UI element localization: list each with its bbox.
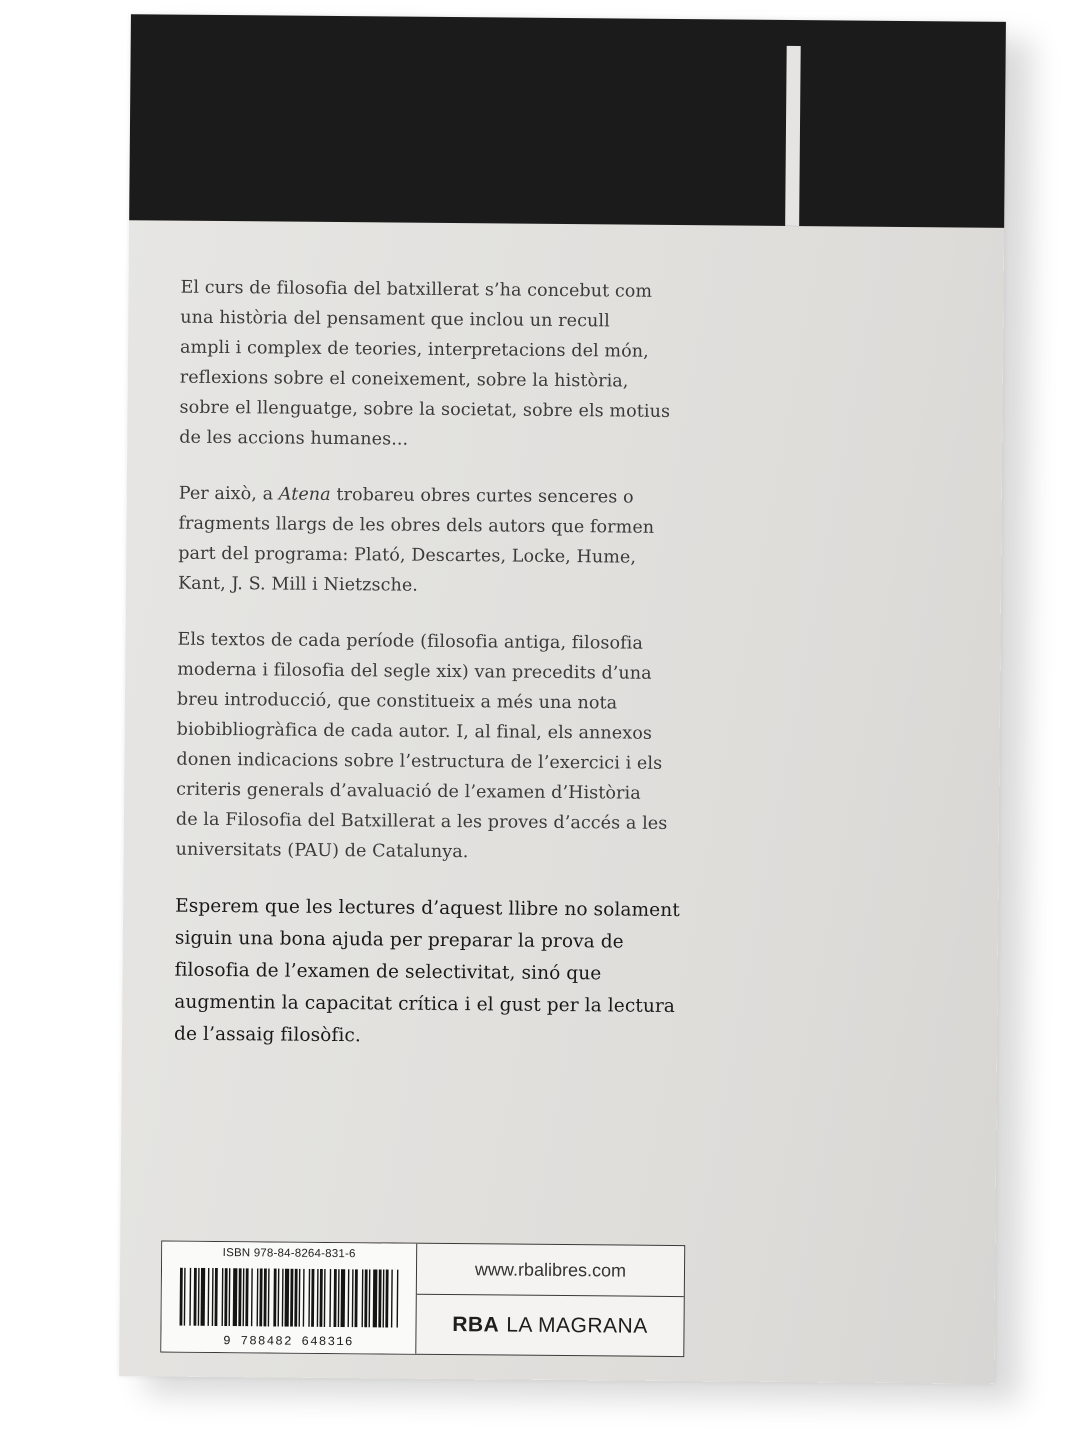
publisher-imprint: LA MAGRANA — [506, 1313, 648, 1338]
book-back-cover — [119, 14, 1006, 1384]
imprint-panel — [160, 1241, 685, 1358]
blurb-paragraph-2 — [178, 479, 779, 604]
publisher-logo — [416, 1295, 684, 1356]
blurb-paragraph-2-start: Per això, a — [178, 483, 279, 505]
top-black-band — [129, 14, 1006, 228]
barcode-image — [176, 1268, 402, 1328]
blurb-text — [174, 273, 781, 1082]
publisher-brand: RBA — [452, 1312, 500, 1336]
publisher-website: www.rbalibres.com — [417, 1244, 684, 1297]
publisher-cells — [416, 1244, 684, 1356]
blurb-paragraph-1: El curs de filosofia del batxillerat s’ha concebut com una història del pensament que inclou un recull ampli i complex de teories, interpretacions del món, reflexions sobre el coneixement, sobre la història, sobre el llenguatge, sobre la societat, sobre els motius de les accions humanes... — [179, 277, 671, 450]
blurb-paragraph-3: Els textos de cada període (filosofia antiga, filosofia moderna i filosofia del segle xix) van precedits d’una breu introducció, que constitueix a més una nota biobibliogràfica de cada autor. I, al final, els annexos donen indicacions sobre l’estructura de l’exercici i els criteris generals d’avaluació de l’examen d’Història de la Filosofia del Batxillerat a les proves d’accés a les universitats (PAU) de Catalunya. — [175, 629, 668, 863]
isbn-label: ISBN 978-84-8264-831-6 — [222, 1247, 356, 1261]
blurb-paragraph-2-rest: trobareu obres curtes senceres o fragments llargs de les obres dels autors que formen part del programa: Plató, Descartes, Locke, Hume, Kant, J. S. Mill i Nietzsche. — [177, 484, 655, 596]
blurb-paragraph-4: Esperem que les lectures d’aquest llibre no solament siguin una bona ajuda per preparar la prova de filosofia de l’examen de selectivitat, sinó que augmentin la capacitat crítica i el gust per la lectura de l’assaig filosòfic. — [173, 895, 680, 1047]
barcode-digits: 9 788482 648316 — [223, 1334, 354, 1350]
barcode-block — [161, 1242, 417, 1354]
band-divider-stripe — [785, 46, 801, 226]
book-series-title: Atena — [278, 484, 331, 505]
